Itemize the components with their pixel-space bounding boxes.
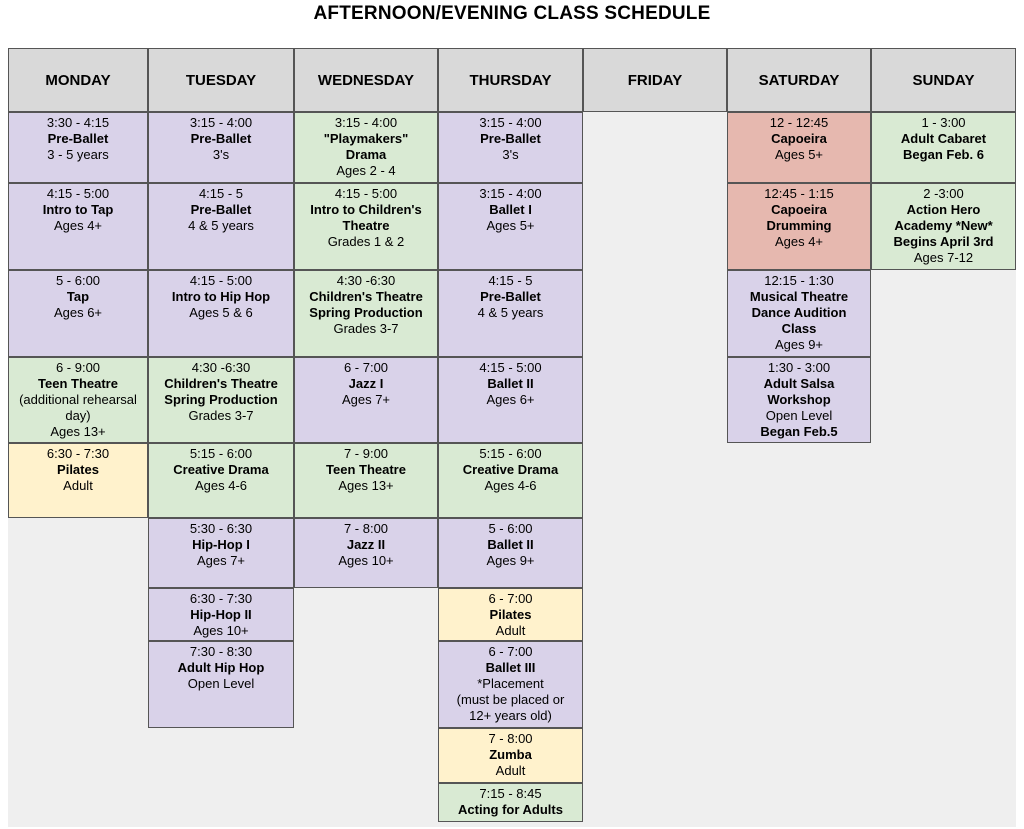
- class-info: Ages 5+: [486, 218, 535, 233]
- class-cell: [438, 357, 583, 443]
- class-name: Ballet II: [487, 537, 534, 552]
- class-cell: [294, 518, 438, 588]
- class-time: 6 - 9:00: [55, 360, 101, 375]
- class-name: Pre-Ballet: [480, 289, 541, 304]
- class-cell: [438, 728, 583, 783]
- class-time: 3:30 - 4:15: [46, 115, 110, 130]
- day-header-friday: FRIDAY: [583, 48, 727, 112]
- class-cell: [727, 183, 871, 270]
- class-cell: [871, 183, 1016, 270]
- class-info: Open Level: [187, 676, 255, 691]
- class-info: Ages 5+: [774, 147, 824, 162]
- class-cell: [148, 357, 294, 443]
- class-name: Acting for Adults: [458, 802, 563, 817]
- class-info: Open Level: [765, 408, 833, 423]
- class-cell: [438, 112, 583, 183]
- class-info: 3's: [502, 147, 519, 162]
- class-cell: [8, 183, 148, 270]
- class-name: Tap: [66, 289, 90, 304]
- class-name: Jazz I: [348, 376, 384, 391]
- schedule-grid: [8, 48, 1016, 827]
- class-info: 4 & 5 years: [188, 218, 254, 233]
- page-title: AFTERNOON/EVENING CLASS SCHEDULE: [313, 3, 711, 24]
- class-name: Pilates: [57, 462, 99, 477]
- class-info: Adult: [495, 763, 526, 778]
- class-time: 4:15 - 5:00: [334, 186, 398, 201]
- class-name: Creative Drama: [462, 462, 559, 477]
- class-info: Ages 13+: [338, 478, 394, 493]
- class-time: 5:15 - 6:00: [189, 446, 253, 461]
- class-time: 1:30 - 3:00: [767, 360, 831, 375]
- class-info: Ages 4-6: [484, 478, 537, 493]
- class-cell: [294, 112, 438, 183]
- class-time: 4:30 -6:30: [336, 273, 396, 288]
- class-info: Ages 7+: [196, 553, 246, 568]
- class-info: Ages 7-12: [913, 250, 974, 265]
- day-header-wednesday: WEDNESDAY: [294, 48, 438, 112]
- class-name: Adult Cabaret Began Feb. 6: [900, 131, 987, 162]
- class-cell: [294, 357, 438, 443]
- class-cell: [438, 588, 583, 641]
- class-name: Pilates: [489, 607, 532, 622]
- class-cell: [438, 183, 583, 270]
- class-name: Adult Salsa Workshop: [763, 376, 835, 407]
- class-time: 4:15 - 5:00: [46, 186, 110, 201]
- class-time: 3:15 - 4:00: [189, 115, 253, 130]
- class-cell: [8, 112, 148, 183]
- class-time: 7:30 - 8:30: [189, 644, 253, 659]
- class-time: 2 -3:00: [923, 186, 964, 201]
- class-time: 7:15 - 8:45: [479, 786, 542, 801]
- class-cell: [8, 270, 148, 357]
- class-name: Pre-Ballet: [47, 131, 109, 146]
- class-info: Ages 4+: [53, 218, 103, 233]
- class-name: Action Hero Academy *New* Begins April 3rd: [893, 202, 994, 249]
- class-name: Ballet II: [487, 376, 534, 391]
- class-cell: [148, 183, 294, 270]
- class-time: 3:15 - 4:00: [334, 115, 398, 130]
- day-header-thursday: THURSDAY: [438, 48, 583, 112]
- class-name: Capoeira: [771, 131, 827, 146]
- class-cell: [294, 270, 438, 357]
- class-time: 5 - 6:00: [55, 273, 101, 288]
- class-info: 3's: [212, 147, 230, 162]
- class-info: (additional rehearsal day) Ages 13+: [19, 392, 137, 439]
- class-info: Ages 10+: [193, 623, 249, 638]
- class-time: 6:30 - 7:30: [46, 446, 110, 461]
- class-time: 12:45 - 1:15: [764, 186, 834, 201]
- class-time: 12 - 12:45: [769, 115, 829, 130]
- class-info: Ages 4-6: [194, 478, 248, 493]
- class-cell: [727, 270, 871, 357]
- class-cell: [8, 357, 148, 443]
- class-time: 7 - 9:00: [343, 446, 389, 461]
- class-name: Intro to Children's Theatre: [310, 202, 422, 233]
- class-info: Grades 1 & 2: [327, 234, 405, 249]
- class-cell: [148, 641, 294, 728]
- class-time: 4:30 -6:30: [191, 360, 251, 375]
- class-cell: [438, 270, 583, 357]
- class-info: Ages 7+: [341, 392, 391, 407]
- class-info: 4 & 5 years: [477, 305, 544, 320]
- class-time: 3:15 - 4:00: [479, 186, 542, 201]
- class-time: 4:15 - 5: [198, 186, 244, 201]
- class-info: Ages 9+: [486, 553, 535, 568]
- class-name: Ballet III: [485, 660, 536, 675]
- class-time: 7 - 8:00: [343, 521, 389, 536]
- class-cell: [294, 443, 438, 518]
- class-name: Hip-Hop I: [192, 537, 250, 552]
- class-cell: [438, 641, 583, 728]
- day-header-monday: MONDAY: [8, 48, 148, 112]
- class-cell: [438, 783, 583, 822]
- class-time: 4:15 - 5:00: [479, 360, 542, 375]
- class-cell: [148, 270, 294, 357]
- class-info: Ages 10+: [338, 553, 394, 568]
- class-cell: [294, 183, 438, 270]
- class-info: Ages 9+: [774, 337, 824, 352]
- class-name: Children's Theatre Spring Production: [309, 289, 423, 320]
- class-name: Zumba: [489, 747, 532, 762]
- class-info: Grades 3-7: [188, 408, 254, 423]
- class-name: Hip-Hop II: [190, 607, 252, 622]
- class-info: Adult: [63, 478, 93, 493]
- class-extra: Began Feb.5: [760, 424, 838, 439]
- class-time: 5:30 - 6:30: [189, 521, 253, 536]
- class-name: Ballet I: [489, 202, 532, 217]
- class-time: 4:15 - 5: [488, 273, 533, 288]
- class-cell: [8, 443, 148, 518]
- class-cell: [148, 112, 294, 183]
- class-name: Musical Theatre Dance Audition Class: [749, 289, 849, 336]
- class-cell: [148, 518, 294, 588]
- day-header-saturday: SATURDAY: [727, 48, 871, 112]
- class-name: Teen Theatre: [326, 462, 406, 477]
- class-time: 5:15 - 6:00: [479, 446, 542, 461]
- class-cell: [148, 443, 294, 518]
- class-cell: [727, 357, 871, 443]
- class-cell: [148, 588, 294, 641]
- class-name: Pre-Ballet: [480, 131, 541, 146]
- class-info: Adult: [495, 623, 526, 638]
- class-name: Capoeira Drumming: [766, 202, 832, 233]
- class-cell: [438, 443, 583, 518]
- class-name: Teen Theatre: [38, 376, 118, 391]
- class-info: 3 - 5 years: [47, 147, 109, 162]
- class-info: Ages 2 - 4: [336, 163, 396, 178]
- class-info: *Placement (must be placed or 12+ years old): [456, 676, 565, 723]
- class-time: 4:15 - 5:00: [189, 273, 253, 288]
- class-time: 1 - 3:00: [921, 115, 966, 130]
- class-time: 12:15 - 1:30: [764, 273, 834, 288]
- class-info: Ages 5 & 6: [189, 305, 253, 320]
- class-time: 5 - 6:00: [488, 521, 533, 536]
- class-name: Adult Hip Hop: [177, 660, 265, 675]
- class-info: Ages 4+: [774, 234, 824, 249]
- class-time: 6:30 - 7:30: [189, 591, 253, 606]
- class-time: 3:15 - 4:00: [479, 115, 542, 130]
- class-name: Creative Drama: [173, 462, 269, 477]
- class-info: Grades 3-7: [333, 321, 399, 336]
- class-cell: [727, 112, 871, 183]
- class-name: Pre-Ballet: [190, 202, 252, 217]
- class-info: Ages 6+: [53, 305, 103, 320]
- class-name: Intro to Tap: [42, 202, 114, 217]
- day-header-sunday: SUNDAY: [871, 48, 1016, 112]
- day-header-tuesday: TUESDAY: [148, 48, 294, 112]
- class-name: Children's Theatre Spring Production: [164, 376, 278, 407]
- class-info: Ages 6+: [486, 392, 535, 407]
- class-time: 6 - 7:00: [488, 644, 533, 659]
- class-name: Intro to Hip Hop: [171, 289, 271, 304]
- class-time: 6 - 7:00: [343, 360, 389, 375]
- class-name: Jazz II: [346, 537, 386, 552]
- class-cell: [438, 518, 583, 588]
- class-time: 7 - 8:00: [488, 731, 533, 746]
- class-name: Pre-Ballet: [190, 131, 252, 146]
- class-cell: [871, 112, 1016, 183]
- class-time: 6 - 7:00: [488, 591, 533, 606]
- class-name: "Playmakers" Drama: [323, 131, 409, 162]
